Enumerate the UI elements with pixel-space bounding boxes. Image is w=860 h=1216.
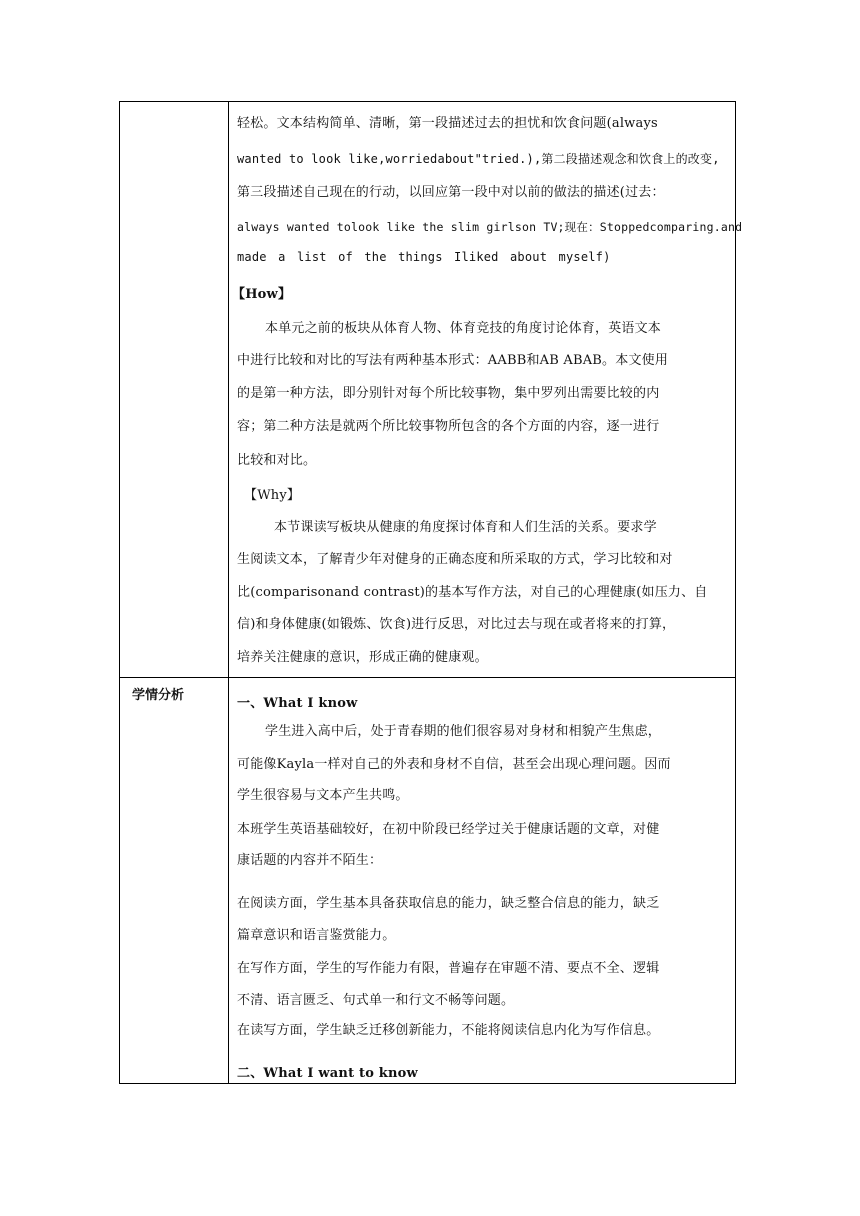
why-line: 比(comparisonand contrast)的基本写作方法，对自己的心理健康(如压力、自 (237, 585, 708, 600)
paragraph-line: 不清、语言匮乏、句式单一和行文不畅等问题。 (237, 993, 515, 1008)
paragraph-line: 康话题的内容并不陌生： (237, 853, 383, 868)
paragraph-line: 本班学生英语基础较好，在初中阶段已经学过关于健康话题的文章，对健 (237, 822, 660, 837)
paragraph-line: 篇章意识和语言鉴赏能力。 (237, 928, 396, 943)
paragraph-line: 可能像Kayla一样对自己的外表和身材不自信，甚至会出现心理问题。因而 (237, 757, 671, 772)
paragraph-line: 在阅读方面，学生基本具备获取信息的能力，缺乏整合信息的能力，缺乏 (237, 896, 660, 911)
text-line: always wanted tolook like the slim girlson TV;现在：Stoppedcomparing.and (237, 220, 743, 234)
how-line: 的是第一种方法，即分别针对每个所比较事物，集中罗列出需要比较的内 (237, 386, 660, 401)
paragraph-line: 在读写方面，学生缺乏迁移创新能力，不能将阅读信息内化为写作信息。 (237, 1023, 660, 1038)
how-line: 容；第二种方法是就两个所比较事物所包含的各个方面的内容，逐一进行 (237, 419, 660, 434)
why-heading: 【Why】 (244, 488, 301, 503)
text-line: made a list of the things Iliked about myself) (237, 250, 611, 264)
column-divider (228, 102, 229, 1083)
row-label-student-analysis: 学情分析 (132, 688, 185, 703)
why-line: 信)和身体健康(如锻炼、饮食)进行反思，对比过去与现在或者将来的打算， (237, 617, 676, 632)
lesson-plan-table (119, 101, 743, 1084)
how-line: 本单元之前的板块从体育人物、体育竞技的角度讨论体育，英语文本 (265, 321, 662, 336)
how-line: 中进行比较和对比的写法有两种基本形式：AABB和AB ABAB。本文使用 (237, 353, 669, 368)
why-line: 本节课读写板块从健康的角度探讨体育和人们生活的关系。要求学 (274, 520, 657, 535)
text-line: 第三段描述自己现在的行动，以回应第一段中对以前的做法的描述(过去： (237, 185, 665, 200)
why-line: 培养关注健康的意识，形成正确的健康观。 (237, 650, 488, 665)
paragraph-line: 在写作方面，学生的写作能力有限，普遍存在审题不清、要点不全、逻辑 (237, 961, 660, 976)
text-line: 轻松。文本结构简单、清晰，第一段描述过去的担忧和饮食问题(always (237, 116, 658, 131)
section-heading-what-i-know: 一、What I know (237, 696, 358, 711)
why-line: 生阅读文本，了解青少年对健身的正确态度和所采取的方式，学习比较和对 (237, 552, 673, 567)
how-line: 比较和对比。 (237, 453, 317, 468)
row-divider (120, 677, 735, 678)
how-heading: 【How】 (232, 287, 292, 302)
paragraph-line: 学生很容易与文本产生共鸣。 (237, 788, 409, 803)
paragraph-line: 学生进入高中后，处于青春期的他们很容易对身材和相貌产生焦虑， (265, 724, 662, 739)
text-line: wanted to look like,worriedabout"tried.),第二段描述观念和饮食上的改变, (237, 152, 720, 166)
section-heading-what-i-want-to-know: 二、What I want to know (237, 1066, 418, 1081)
